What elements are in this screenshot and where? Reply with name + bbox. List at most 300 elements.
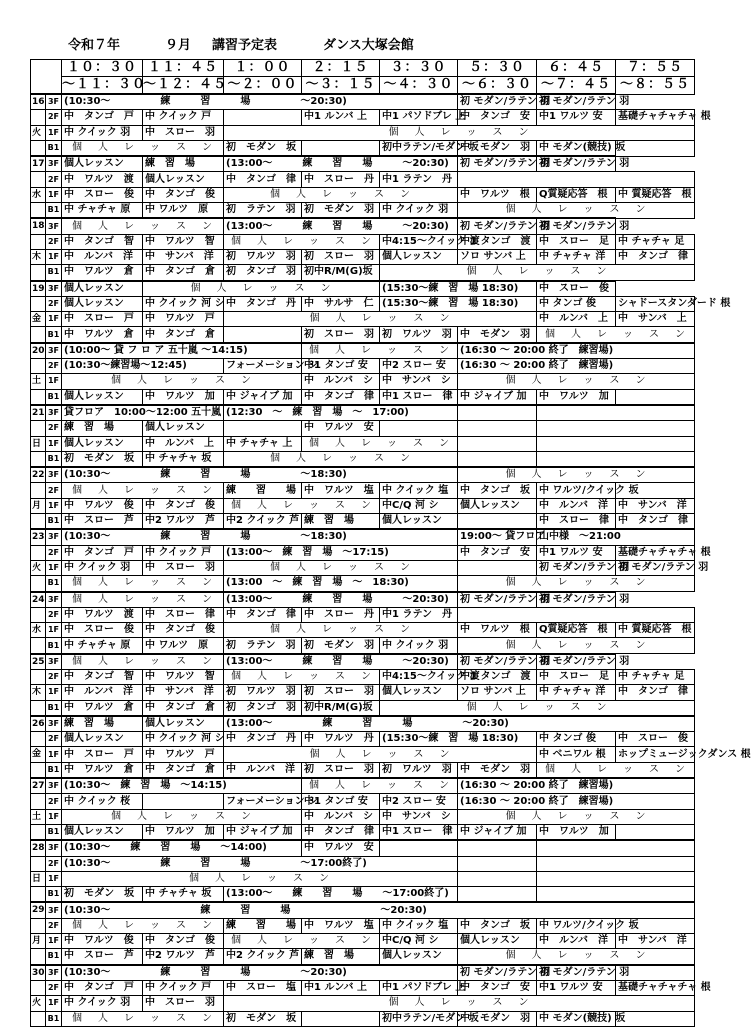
lesson-cell: 中1 スロー 律 <box>380 389 458 405</box>
lesson-cell: 中1 タンゴ 渡 <box>458 669 537 684</box>
lesson-cell: 中 タンゴ 智 <box>62 234 143 249</box>
lesson-cell: 中 タンゴ 律 <box>224 607 302 622</box>
lesson-cell: 中 タンゴ 律 <box>616 685 695 700</box>
slot-start-time: ３：３０ <box>380 60 458 77</box>
month: ９月 <box>165 38 192 53</box>
lesson-cell: 初 スロー 羽 <box>302 685 380 700</box>
day-spacer <box>31 359 46 374</box>
lesson-cell: 中 タンゴ 智 <box>62 669 143 684</box>
lesson-cell: 個 人 レ ッ ス ン <box>302 343 458 359</box>
lesson-cell: 中 クイック 戸 <box>143 980 224 995</box>
lesson-cell: 中 ワルツ 塩 <box>302 918 380 933</box>
lesson-cell: 個人レッスン <box>458 934 537 949</box>
lesson-cell: 初中R/M(G)坂 <box>302 265 380 281</box>
weekday-label: 日 <box>31 871 46 886</box>
day-number: 25 <box>31 654 46 670</box>
floor-label: 1F <box>46 249 62 264</box>
floor-label: 1F <box>46 436 62 451</box>
lesson-cell: 初中ラテン/モダン 坂 <box>380 140 458 156</box>
weekday-label: 金 <box>31 312 46 327</box>
floor-row <box>31 125 695 140</box>
lesson-cell: 個 人 レ ッ ス ン <box>62 809 302 824</box>
floor-row <box>31 576 695 592</box>
day-number: 30 <box>31 965 46 981</box>
lesson-cell: 基礎チャチャチャ 根 <box>616 110 695 125</box>
lesson-cell: 中1 パソドブレ 上 <box>380 980 458 995</box>
lesson-cell: 初 スロー 羽 <box>302 762 380 778</box>
floor-row <box>31 669 695 684</box>
lesson-cell: 中2 スロー 安 <box>380 359 458 374</box>
lesson-cell: 中 ルンバ 洋 <box>62 249 143 264</box>
lesson-cell: (10:30～練習場～12:45) <box>62 359 224 374</box>
empty-cell <box>537 451 695 467</box>
weekday-label: 月 <box>31 498 46 513</box>
era-year: 令和７年 <box>68 38 121 53</box>
lesson-cell: 個 人 レ ッ ス ン <box>224 996 695 1011</box>
lesson-cell: 個 人 レ ッ ス ン <box>224 560 458 575</box>
floor-row <box>31 467 695 483</box>
header-end-times <box>31 77 695 95</box>
lesson-cell: 中 ルンバ 洋 <box>537 934 616 949</box>
day-number: 16 <box>31 94 46 110</box>
empty-cell <box>224 327 302 343</box>
lesson-cell: 中 タンゴ 倉 <box>143 265 224 281</box>
lesson-cell: 中 質疑応答 根 <box>616 623 695 638</box>
floor-row <box>31 560 695 575</box>
floor-row <box>31 265 695 281</box>
floor-label: 1F <box>46 871 62 886</box>
lesson-cell: 初 モダン 羽 <box>302 203 380 219</box>
lesson-cell: 中 モダン 羽 <box>458 327 537 343</box>
day-spacer <box>31 856 46 871</box>
lesson-cell: 個人レッスン <box>380 249 458 264</box>
lesson-cell: 個 人 レ ッ ス ン <box>224 187 458 202</box>
floor-label: 2F <box>46 794 62 809</box>
floor-label: 3F <box>46 840 62 856</box>
lesson-cell: フォーメーション シ <box>224 794 302 809</box>
slot-start-time: ７：５５ <box>616 60 695 77</box>
floor-label: 3F <box>46 654 62 670</box>
slot-end-time: ～２：００ <box>224 77 302 95</box>
day-spacer <box>31 172 46 187</box>
lesson-cell: 練 習 場 <box>224 918 302 933</box>
floor-label: 2F <box>46 359 62 374</box>
floor-row <box>31 140 695 156</box>
lesson-cell: 個 人 レ ッ ス ン <box>62 654 224 670</box>
lesson-cell: 中 ワルツ 俊 <box>62 934 143 949</box>
lesson-cell: 個 人 レ ッ ス ン <box>224 747 537 762</box>
floor-row <box>31 327 695 343</box>
lesson-cell: 個人レッスン <box>380 514 458 530</box>
lesson-cell: 中 モダン 羽 <box>458 762 537 778</box>
floor-label: B1 <box>46 700 62 716</box>
lesson-cell: 中 スロー 俊 <box>62 623 143 638</box>
floor-row <box>31 94 695 110</box>
lesson-cell: 中 サンバ シ <box>380 374 458 389</box>
lesson-cell: 初 モダン/ラテン 羽 <box>458 654 537 670</box>
lesson-cell: 初 モダン/ラテン 羽 <box>458 965 537 981</box>
lesson-cell: 中 スロー 芦 <box>62 514 143 530</box>
floor-label: 3F <box>46 965 62 981</box>
schedule-label: 講習予定表 <box>212 38 278 53</box>
empty-cell <box>537 887 695 903</box>
slot-start-time: ２：１５ <box>302 60 380 77</box>
lesson-cell: 個 人 レ ッ ス ン <box>458 467 695 483</box>
lesson-cell: (13:00 ～ 練 習 場 ～ 18:30) <box>224 576 458 592</box>
lesson-cell: 中 ワルツ/クイック 坂 <box>537 918 616 933</box>
lesson-cell: 中 スロー 芦 <box>62 949 143 965</box>
lesson-cell: 中2 ワルツ 芦 <box>143 949 224 965</box>
lesson-cell: (16:30 ～ 20:00 終了 練習場) <box>458 359 695 374</box>
weekday-label: 月 <box>31 934 46 949</box>
empty-cell <box>458 560 537 575</box>
floor-row <box>31 1011 695 1026</box>
floor-label: 3F <box>46 343 62 359</box>
empty-cell <box>458 840 537 856</box>
floor-row <box>31 794 695 809</box>
floor-row <box>31 716 695 732</box>
empty-cell <box>302 140 380 156</box>
lesson-cell: 初 モダン/ラテン 羽 <box>537 94 616 110</box>
weekday-label: 金 <box>31 747 46 762</box>
lesson-cell: 初 モダン 坂 <box>224 1011 302 1026</box>
lesson-cell: 中 ルンバ 洋 <box>224 762 302 778</box>
lesson-cell: 基礎チャチャチャ 根 <box>616 980 695 995</box>
floor-row <box>31 312 695 327</box>
floor-row <box>31 840 695 856</box>
floor-row <box>31 887 695 903</box>
lesson-cell: 中1 ルンバ 上 <box>302 110 380 125</box>
lesson-cell: 中 サンバ 上 <box>616 312 695 327</box>
floor-row <box>31 809 695 824</box>
day-number: 27 <box>31 778 46 794</box>
lesson-cell: 中 クイック 羽 <box>380 203 458 219</box>
lesson-cell: 中 スロー 律 <box>143 607 224 622</box>
day-spacer <box>31 296 46 311</box>
lesson-cell: 中 タンゴ 律 <box>224 172 302 187</box>
lesson-cell: 中 ジャイブ 加 <box>224 824 302 840</box>
lesson-cell: 中 スロー 俊 <box>62 187 143 202</box>
floor-label: 3F <box>46 716 62 732</box>
day-spacer <box>31 732 46 747</box>
lesson-cell: 中 チャチャ 足 <box>616 669 695 684</box>
lesson-cell: 中1 ワルツ 安 <box>537 545 616 560</box>
floor-label: B1 <box>46 327 62 343</box>
lesson-cell: 中 タンゴ 俊 <box>143 623 224 638</box>
day-spacer <box>31 980 46 995</box>
lesson-cell: 個 人 レ ッ ス ン <box>224 125 695 140</box>
lesson-cell: 初 スロー 羽 <box>302 249 380 264</box>
lesson-cell: 中 ワルツ 丹 <box>302 732 380 747</box>
lesson-cell: 中 タンゴ 安 <box>458 980 537 995</box>
lesson-cell: 中 クイック 塩 <box>380 483 458 498</box>
day-spacer <box>31 327 46 343</box>
lesson-cell: (10:30～ 練 習 場 ～20:30) <box>62 902 695 918</box>
lesson-cell: 初 モダン 坂 <box>62 887 143 903</box>
floor-row <box>31 234 695 249</box>
empty-cell <box>458 607 695 622</box>
lesson-cell: 中 タンゴ 戸 <box>62 545 143 560</box>
slot-start-time: １０：３０ <box>62 60 143 77</box>
lesson-cell: 中 ルンバ 上 <box>143 436 224 451</box>
lesson-cell: (10:30～ 練 習 場 ～17:00終了) <box>62 856 458 871</box>
lesson-cell: 初 モダン 坂 <box>62 451 143 467</box>
floor-label: 3F <box>46 592 62 608</box>
lesson-cell: 中 タンゴ 倉 <box>143 762 224 778</box>
day-spacer <box>31 887 46 903</box>
floor-label: B1 <box>46 824 62 840</box>
lesson-cell: 中 タンゴ 丹 <box>224 732 302 747</box>
lesson-cell: 中 ワルツ 根 <box>458 187 537 202</box>
lesson-cell: 中 タンゴ 倉 <box>143 327 224 343</box>
lesson-cell: 中 ワルツ 原 <box>143 638 224 654</box>
lesson-cell: 中 ワルツ 渡 <box>62 607 143 622</box>
lesson-cell: 中 スロー 俊 <box>616 732 695 747</box>
day-spacer <box>31 794 46 809</box>
lesson-cell: 中2 ワルツ 芦 <box>143 514 224 530</box>
floor-label: B1 <box>46 514 62 530</box>
floor-label: B1 <box>46 576 62 592</box>
lesson-cell: 中 ワルツ 智 <box>143 234 224 249</box>
floor-row <box>31 824 695 840</box>
lesson-cell: 個 人 レ ッ ス ン <box>458 949 695 965</box>
floor-row <box>31 654 695 670</box>
lesson-cell: 中 ワルツ 安 <box>302 421 380 436</box>
floor-label: 2F <box>46 110 62 125</box>
day-number: 29 <box>31 902 46 918</box>
lesson-cell: 中 ワルツ 智 <box>143 669 224 684</box>
lesson-cell: 個 人 レ ッ ス ン <box>302 778 458 794</box>
lesson-cell: 中1 パソドブレ 上 <box>380 110 458 125</box>
lesson-cell: 初 モダン/ラテン 羽 <box>537 560 616 575</box>
empty-cell <box>143 794 224 809</box>
lesson-cell: 初中R/M(G)坂 <box>302 700 380 716</box>
day-number: 26 <box>31 716 46 732</box>
lesson-cell: (10:30～ 練 習 場 ～20:30) <box>62 94 458 110</box>
lesson-cell: 中 ワルツ 根 <box>458 623 537 638</box>
day-spacer <box>31 483 46 498</box>
floor-label: B1 <box>46 1011 62 1026</box>
floor-row <box>31 296 695 311</box>
lesson-cell: 中 スロー 羽 <box>143 560 224 575</box>
day-spacer <box>31 638 46 654</box>
slot-start-time: ６：４５ <box>537 60 616 77</box>
lesson-cell: 中 クイック 塩 <box>380 918 458 933</box>
lesson-cell: 中1 ラテン 丹 <box>380 172 458 187</box>
lesson-cell: 中 クイック 羽 <box>62 560 143 575</box>
empty-cell <box>616 1011 695 1026</box>
lesson-cell: 中 ワルツ 戸 <box>143 312 224 327</box>
lesson-cell: 個人レッスン <box>62 389 143 405</box>
slot-end-time: ～８：５５ <box>616 77 695 95</box>
lesson-cell: 個 人 レ ッ ス ン <box>458 638 695 654</box>
floor-row <box>31 592 695 608</box>
lesson-cell: 個 人 レ ッ ス ン <box>62 871 458 886</box>
lesson-cell: 中 タンゴ 丹 <box>224 296 302 311</box>
empty-cell <box>458 436 537 451</box>
floor-label: B1 <box>46 140 62 156</box>
lesson-cell: 個 人 レ ッ ス ン <box>224 234 380 249</box>
day-number: 20 <box>31 343 46 359</box>
lesson-cell: 中 タンゴ 律 <box>302 389 380 405</box>
lesson-cell: 初 ワルツ 羽 <box>224 249 302 264</box>
lesson-cell: 初 モダン/ラテン 羽 <box>537 965 616 981</box>
lesson-cell: 中1 ラテン 丹 <box>380 607 458 622</box>
weekday-label: 土 <box>31 809 46 824</box>
lesson-cell: 個 人 レ ッ ス ン <box>224 623 458 638</box>
lesson-cell: (10:30～ 練 習 場 ～14:15) <box>62 778 302 794</box>
lesson-cell: 中 スロー 羽 <box>143 996 224 1011</box>
lesson-cell: 中 質疑応答 根 <box>616 187 695 202</box>
floor-label: 3F <box>46 281 62 297</box>
floor-row <box>31 483 695 498</box>
lesson-cell: 中 サンバ 洋 <box>143 685 224 700</box>
empty-cell <box>380 421 458 436</box>
lesson-cell: 個人レッスン <box>62 824 143 840</box>
lesson-cell: (13:00～ 練 習 場 ～20:30) <box>224 156 458 172</box>
lesson-cell: 中 モダン(競技) 坂 <box>537 140 616 156</box>
lesson-cell: 中 ルンバ 上 <box>537 312 616 327</box>
lesson-cell: (15:30～練 習 場 18:30) <box>380 732 537 747</box>
lesson-cell: 初 モダン/ラテン 羽 <box>458 592 537 608</box>
floor-label: 2F <box>46 856 62 871</box>
floor-row <box>31 249 695 264</box>
slot-end-time: ～１１：３０ <box>62 77 147 92</box>
lesson-cell: 個人レッスン <box>458 498 537 513</box>
floor-label: 2F <box>46 172 62 187</box>
weekday-label: 火 <box>31 125 46 140</box>
lesson-cell: 中 チャチャ 坂 <box>143 887 224 903</box>
lesson-cell: 中 クイック 河 シ <box>143 732 224 747</box>
lesson-cell: 中 クイック 戸 <box>143 110 224 125</box>
floor-label: 1F <box>46 374 62 389</box>
lesson-cell: 個人レッスン <box>380 949 458 965</box>
lesson-cell: (12:30 ～ 練 習 場 ～ 17:00) <box>224 405 458 421</box>
lesson-cell: 山中様 ～21:00 <box>537 529 695 545</box>
lesson-cell: 中 ルンバ シ <box>302 809 380 824</box>
empty-cell <box>224 421 302 436</box>
lesson-cell: 中 タンゴ 俊 <box>537 296 616 311</box>
floor-label: 2F <box>46 980 62 995</box>
empty-cell <box>224 110 302 125</box>
floor-label: 1F <box>46 623 62 638</box>
floor-row <box>31 949 695 965</box>
lesson-cell: 中1 ルンバ 上 <box>302 980 380 995</box>
floor-label: B1 <box>46 389 62 405</box>
floor-row <box>31 778 695 794</box>
lesson-cell: 中 チャチャ 原 <box>62 638 143 654</box>
empty-cell <box>616 824 695 840</box>
floor-label: 2F <box>46 607 62 622</box>
lesson-cell: 中 ルンバ 洋 <box>62 685 143 700</box>
floor-label: 3F <box>46 94 62 110</box>
lesson-cell: (10:00～ 貸 フ ロ ア 五十嵐 ～14:15) <box>62 343 302 359</box>
day-number: 24 <box>31 592 46 608</box>
floor-label: 1F <box>46 187 62 202</box>
lesson-cell: 個 人 レ ッ ス ン <box>224 451 458 467</box>
lesson-cell: 個 人 レ ッ ス ン <box>458 576 695 592</box>
floor-row <box>31 498 695 513</box>
weekday-label: 水 <box>31 623 46 638</box>
floor-label: 1F <box>46 809 62 824</box>
floor-row <box>31 732 695 747</box>
day-spacer <box>31 607 46 622</box>
lesson-cell: 個 人 レ ッ ス ン <box>62 483 224 498</box>
schedule-table <box>30 59 751 1027</box>
lesson-cell: 中 タンゴ 律 <box>616 514 695 530</box>
lesson-cell: 中 チャチャ 洋 <box>537 249 616 264</box>
weekday-label: 木 <box>31 249 46 264</box>
lesson-cell: 中 スロー 塩 <box>224 980 302 995</box>
day-spacer <box>31 1011 46 1026</box>
lesson-cell: 中 クイック 河 シ <box>143 296 224 311</box>
empty-cell <box>537 871 695 886</box>
empty-cell <box>458 405 537 421</box>
lesson-cell: 中 チャチャ 原 <box>62 203 143 219</box>
day-spacer <box>31 265 46 281</box>
floor-label: 2F <box>46 918 62 933</box>
slot-end-time: ～４：３０ <box>380 77 458 95</box>
weekday-label: 日 <box>31 436 46 451</box>
floor-label: 1F <box>46 685 62 700</box>
day-number: 17 <box>31 156 46 172</box>
lesson-cell: ホップミュージックダンス 根 <box>616 747 695 762</box>
lesson-cell: 中 サンバ 洋 <box>143 249 224 264</box>
empty-cell <box>458 514 537 530</box>
floor-label: 2F <box>46 545 62 560</box>
lesson-cell: 中 タンゴ 安 <box>458 545 537 560</box>
empty-cell <box>458 856 537 871</box>
floor-row <box>31 514 695 530</box>
lesson-cell: 中 クイック 戸 <box>143 545 224 560</box>
lesson-cell: 個 人 レ ッ ス ン <box>62 1011 224 1026</box>
floor-row <box>31 436 695 451</box>
day-spacer <box>31 451 46 467</box>
lesson-cell: 中 タンゴ 戸 <box>62 110 143 125</box>
lesson-cell: 中 タンゴ 俊 <box>143 187 224 202</box>
floor-row <box>31 934 695 949</box>
lesson-cell: 中 ワルツ 倉 <box>62 700 143 716</box>
lesson-cell: 中 スロー 丹 <box>302 172 380 187</box>
lesson-cell: 中 ワルツ 俊 <box>62 498 143 513</box>
floor-label: 1F <box>46 312 62 327</box>
floor-row <box>31 218 695 234</box>
day-spacer <box>31 700 46 716</box>
floor-label: 3F <box>46 902 62 918</box>
floor-row <box>31 902 695 918</box>
header-start-times <box>31 60 695 77</box>
lesson-cell: ソロ サンバ 上 <box>458 685 537 700</box>
lesson-cell: (10:30～ 練 習 場 ～18:30) <box>62 467 458 483</box>
day-spacer <box>31 824 46 840</box>
floor-row <box>31 203 695 219</box>
lesson-cell: (10:30～ 練 習 場 ～20:30) <box>62 965 458 981</box>
lesson-cell: 中 ワルツ 倉 <box>62 762 143 778</box>
day-number: 18 <box>31 218 46 234</box>
lesson-cell: シャドースタンダード 根 <box>616 296 695 311</box>
day-spacer <box>31 669 46 684</box>
lesson-cell: 中 ワルツ 塩 <box>302 483 380 498</box>
floor-label: B1 <box>46 887 62 903</box>
day-spacer <box>31 140 46 156</box>
lesson-cell: 中 タンゴ 倉 <box>143 700 224 716</box>
floor-row <box>31 529 695 545</box>
lesson-cell: 中 チャチャ 坂 <box>143 451 224 467</box>
lesson-cell: 初 ラテン 羽 <box>224 203 302 219</box>
empty-cell <box>302 1011 380 1026</box>
floor-row <box>31 747 695 762</box>
lesson-cell: 個 人 レ ッ ス ン <box>143 281 380 297</box>
